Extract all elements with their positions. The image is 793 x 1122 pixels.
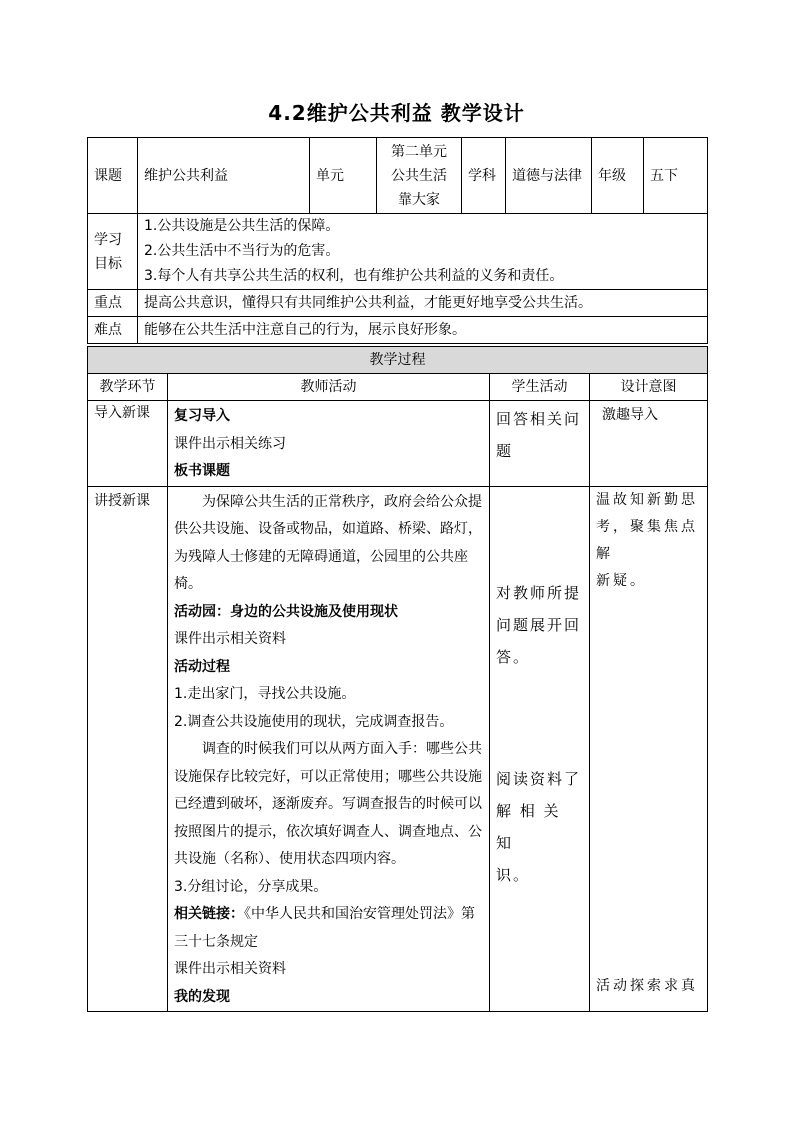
key-point-row [88, 290, 708, 317]
intent-line: 温故知新勤思 [596, 491, 698, 508]
teacher-paragraph-1-line: 供公共设施、设备或物品，如道路、桥梁、路灯， [174, 521, 482, 537]
subject-value: 道德与法律 [506, 138, 592, 214]
intent-line: 考，聚集焦点解 [596, 518, 698, 562]
teacher-paragraph-2-line: 已经遭到破坏，逐渐废弃。写调查报告的时候可以 [174, 796, 482, 812]
student-line: 对教师所提 [496, 583, 582, 602]
material-2: 课件出示相关资料 [174, 961, 286, 977]
header-stage: 教学环节 [88, 374, 168, 401]
intent-block-2 [596, 973, 701, 1000]
student-block-1 [496, 577, 583, 673]
info-table [87, 137, 708, 344]
page-title: 4.2维护公共利益 教学设计 [268, 101, 525, 125]
goal-item: 2.公共生活中不当行为的危害。 [144, 243, 340, 259]
finding-title: 我的发现 [174, 988, 230, 1005]
teacher-paragraph-2-line: 设施保存比较完好，可以正常使用；哪些公共设施 [174, 768, 482, 785]
key-value: 提高公共意识，懂得只有共同维护公共利益，才能更好地享受公共生活。 [138, 290, 708, 317]
teacher-paragraph-1-line: 为残障人士修建的无障碍通道，公园里的公共座 [174, 548, 468, 565]
teach-teacher [168, 486, 490, 1012]
goals-list [138, 214, 708, 290]
intent-line: 活动探索求真 [596, 977, 698, 994]
difficulty-label: 难点 [88, 317, 138, 344]
header-student: 学生活动 [490, 374, 590, 401]
intro-material: 课件出示相关练习 [174, 435, 286, 452]
unit-label: 单元 [310, 138, 377, 214]
teach-intent [590, 486, 708, 1012]
topic-value: 维护公共利益 [138, 138, 310, 214]
intro-stage: 导入新课 [88, 401, 168, 487]
process-table [87, 346, 708, 1012]
teacher-paragraph-2-line: 按照图片的提示，依次填好调查人、调查地点、公 [174, 823, 482, 840]
student-line: 答。 [496, 647, 531, 666]
subject-label: 学科 [462, 138, 506, 214]
unit-line: 公共生活 [391, 167, 447, 184]
step-3: 3.分组讨论，分享成果。 [174, 878, 328, 895]
intent-block-1 [596, 487, 701, 595]
intro-row [88, 401, 708, 487]
process-header-row [88, 374, 708, 401]
intro-board-title: 板书课题 [174, 463, 230, 479]
process-band [88, 347, 708, 374]
student-line: 问题展开回 [496, 615, 582, 634]
teach-stage: 讲授新课 [88, 486, 168, 1012]
teach-student [490, 486, 590, 1012]
header-intent: 设计意图 [590, 374, 708, 401]
goal-item: 1.公共设施是公共生活的保障。 [144, 218, 340, 234]
unit-line: 第二单元 [391, 143, 447, 160]
process-band-title: 教学过程 [88, 347, 708, 374]
topic-row [88, 138, 708, 214]
teach-row [88, 486, 708, 1012]
topic-label: 课题 [88, 138, 138, 214]
difficulty-value: 能够在公共生活中注意自己的行为，展示良好形象。 [138, 317, 708, 344]
goals-row [88, 214, 708, 290]
teacher-paragraph-1-line: 为保障公共生活的正常秩序，政府会给公众提 [202, 493, 482, 510]
intro-intent: 激趣导入 [590, 401, 708, 487]
difficulty-row [88, 317, 708, 344]
grade-label: 年级 [592, 138, 644, 214]
goals-label-line: 学习 [94, 231, 122, 248]
teacher-paragraph-1-line: 椅。 [174, 576, 202, 592]
step-2: 2.调查公共设施使用的现状，完成调查报告。 [174, 713, 454, 730]
related-link [174, 901, 483, 929]
process-title: 活动过程 [174, 658, 230, 675]
related-link-text-2: 三十七条规定 [174, 933, 258, 950]
student-line: 解 相 关 知 [496, 801, 561, 852]
unit-value [377, 138, 462, 214]
material-1: 课件出示相关资料 [174, 631, 286, 647]
intro-student-line: 题 [496, 442, 514, 460]
intro-student [490, 401, 590, 487]
goals-label [88, 214, 138, 290]
student-block-2 [496, 763, 583, 891]
goal-item: 3.每个人有共享公共生活的权利，也有维护公共利益的义务和责任。 [144, 268, 564, 284]
related-link-label: 相关链接： [174, 906, 244, 922]
related-link-text: 《中华人民共和国治安管理处罚法》第 [244, 906, 475, 922]
goals-label-line: 目标 [94, 255, 122, 272]
unit-line: 靠大家 [398, 191, 440, 208]
teacher-paragraph-2-line: 共设施（名称）、使用状态四项内容。 [174, 851, 405, 867]
intro-student-line: 回答相关问 [496, 410, 582, 428]
intro-teacher [168, 401, 490, 487]
grade-value: 五下 [644, 138, 708, 214]
intent-line: 新疑。 [596, 572, 647, 589]
step-1: 1.走出家门，寻找公共设施。 [174, 686, 356, 702]
intro-review-title: 复习导入 [174, 408, 230, 424]
student-line: 识。 [496, 865, 531, 884]
key-label: 重点 [88, 290, 138, 317]
teacher-paragraph-2-line: 调查的时候我们可以从两方面入手：哪些公共 [202, 741, 482, 757]
student-line: 阅读资料了 [496, 769, 582, 788]
header-teacher: 教师活动 [168, 374, 490, 401]
activity-title: 活动园：身边的公共设施及使用现状 [174, 603, 398, 620]
